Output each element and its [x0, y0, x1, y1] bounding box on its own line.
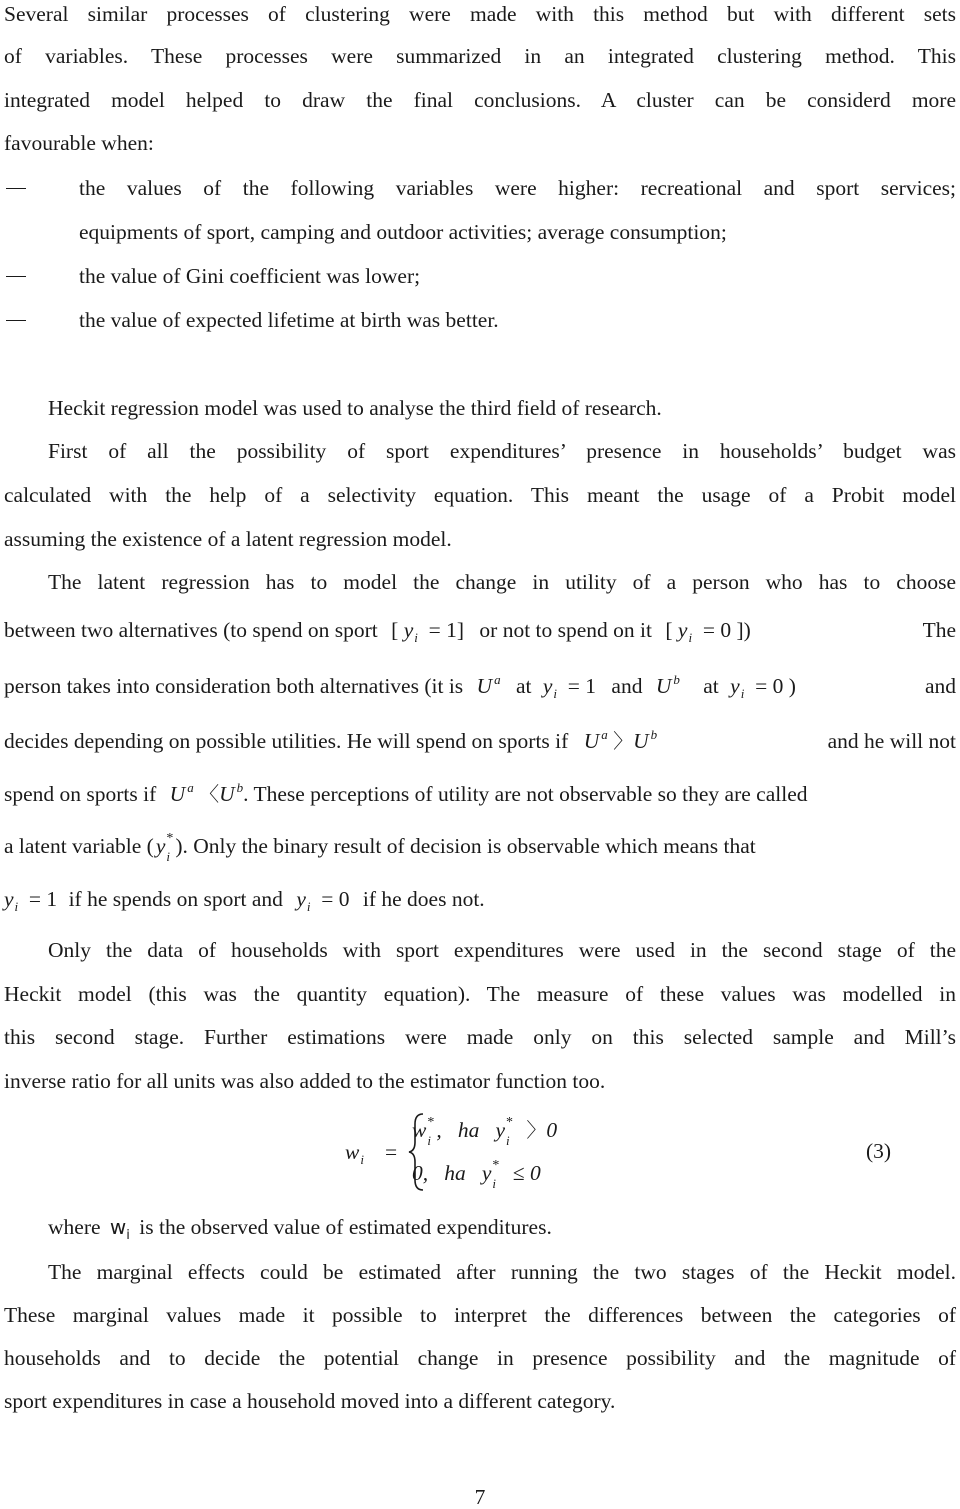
list-item-1-line2: equipments of sport, camping and outdoor activities; average consumption; — [79, 220, 727, 244]
para7-line3: households and to decide the potential change in presence possibility and the magnitude of — [4, 1346, 956, 1370]
para4-line6 — [4, 831, 956, 864]
para7-line1: The marginal effects could be estimated after running the two stages of the Heckit model. — [48, 1260, 956, 1284]
equation-case-2: 0, ha y * i ≤ 0 — [412, 1158, 541, 1191]
para2-line1: Heckit regression model was used to analyse the third field of research. — [48, 396, 662, 420]
equation-equals: = — [385, 1140, 398, 1164]
para1-line1: Several similar processes of clustering were made with this method but with different sets — [4, 2, 956, 26]
para1-line2: of variables. These processes were summarized in an integrated clustering method. This — [4, 44, 956, 68]
list-dash-2 — [6, 276, 26, 277]
text-run: at — [703, 674, 719, 698]
para3-line1: First of all the possibility of sport expenditures’ presence in households’ budget was — [48, 439, 956, 463]
para4-line3 — [4, 672, 956, 701]
text-run: The — [922, 618, 956, 642]
formula-yi-eq-1: [ $y_i = 1$] — [391, 618, 465, 645]
para5-line4: inverse ratio for all units was also added to the estimator function too. — [4, 1069, 606, 1093]
formula-yi-0: $y_i = 0$ ) — [730, 674, 796, 701]
para3-line2: calculated with the help of a selectivity equation. This meant the usage of a Probit model — [4, 483, 956, 507]
text-run: and — [611, 674, 643, 698]
text-run: between two alternatives (to spend on sport — [4, 618, 378, 642]
text-run: ). Only the binary result of decision is observable which means that — [175, 834, 756, 858]
para3-line3: assuming the existence of a latent regression model. — [4, 527, 452, 551]
list-item-1-line1: the values of the following variables were higher: recreational and sport services; — [79, 176, 956, 200]
formula-Ua: U $^a$ — [476, 672, 501, 698]
list-dash-3 — [6, 320, 26, 321]
text-run: spend on sports if — [4, 782, 157, 806]
formula-yi-eq-0: [ $y_i = 0$ ]) — [665, 618, 751, 645]
formula-yi-1: $y_i = 1$ — [4, 887, 58, 914]
text-run: decides depending on possible utilities. He will spend on sports if — [4, 729, 569, 753]
text-run: is the observed value of estimated expenditures. — [139, 1215, 552, 1239]
formula-Ua-gt-Ub: U $^a$ 〉U $^b$ — [583, 727, 658, 753]
equation-3 — [345, 1112, 925, 1192]
text-run: and he will not — [827, 729, 956, 753]
para6-line1 — [48, 1217, 956, 1242]
para4-line4 — [4, 727, 956, 753]
formula-yi-0: $y_i = 0$ — [296, 887, 350, 914]
text-run: and — [924, 674, 956, 698]
list-dash-1 — [6, 188, 26, 189]
para4-line5 — [4, 780, 956, 806]
para1-line4: favourable when: — [4, 131, 154, 155]
list-item-3: the value of expected lifetime at birth was better. — [79, 308, 499, 332]
para5-line3: this second stage. Further estimations were made only on this selected sample and Mill’s — [4, 1025, 956, 1049]
para5-line2: Heckit model (this was the quantity equation). The measure of these values was modelled in — [4, 982, 956, 1006]
para5-line1: Only the data of households with sport expenditures were used in the second stage of the — [48, 938, 956, 962]
para4-line2 — [4, 618, 956, 645]
text-run: a latent variable ( — [4, 834, 154, 858]
equation-case-1: w * i , ha y * i 〉0 — [412, 1115, 558, 1148]
text-run: or not to spend on it — [479, 618, 652, 642]
text-run: person takes into consideration both alternatives (it is — [4, 674, 464, 698]
equation-number: (3) — [866, 1139, 892, 1163]
text-run: if he does not. — [362, 887, 485, 911]
text-run: . These perceptions of utility are not observable so they are called — [243, 782, 808, 806]
text-run: where — [48, 1215, 101, 1239]
page-number: 7 — [474, 1485, 486, 1509]
formula-yi-1: $y_i = 1$ — [542, 674, 597, 701]
list-item-2: the value of Gini coefficient was lower; — [79, 264, 421, 288]
text-run: if he spends on sport and — [68, 887, 283, 911]
para1-line3: integrated model helped to draw the final conclusions. A cluster can be considerd more — [4, 88, 956, 112]
para4-line1: The latent regression has to model the change in utility of a person who has to choose — [48, 570, 956, 594]
formula-Ub: U $^b$ — [655, 672, 680, 698]
text-run: at — [515, 674, 532, 698]
para7-line4: sport expenditures in case a household moved into a different category. — [4, 1389, 616, 1413]
formula-wi: $w_i$ — [109, 1215, 130, 1243]
para7-line2: These marginal values made it possible to interpret the differences between the categories of — [4, 1303, 956, 1327]
formula-yi-star: y * i — [155, 831, 174, 864]
equation-lhs: $w_i$ — [345, 1140, 364, 1167]
para4-line7 — [4, 887, 956, 914]
formula-Ua-lt-Ub: U $^a$ 〈U $^b$ — [169, 780, 244, 806]
